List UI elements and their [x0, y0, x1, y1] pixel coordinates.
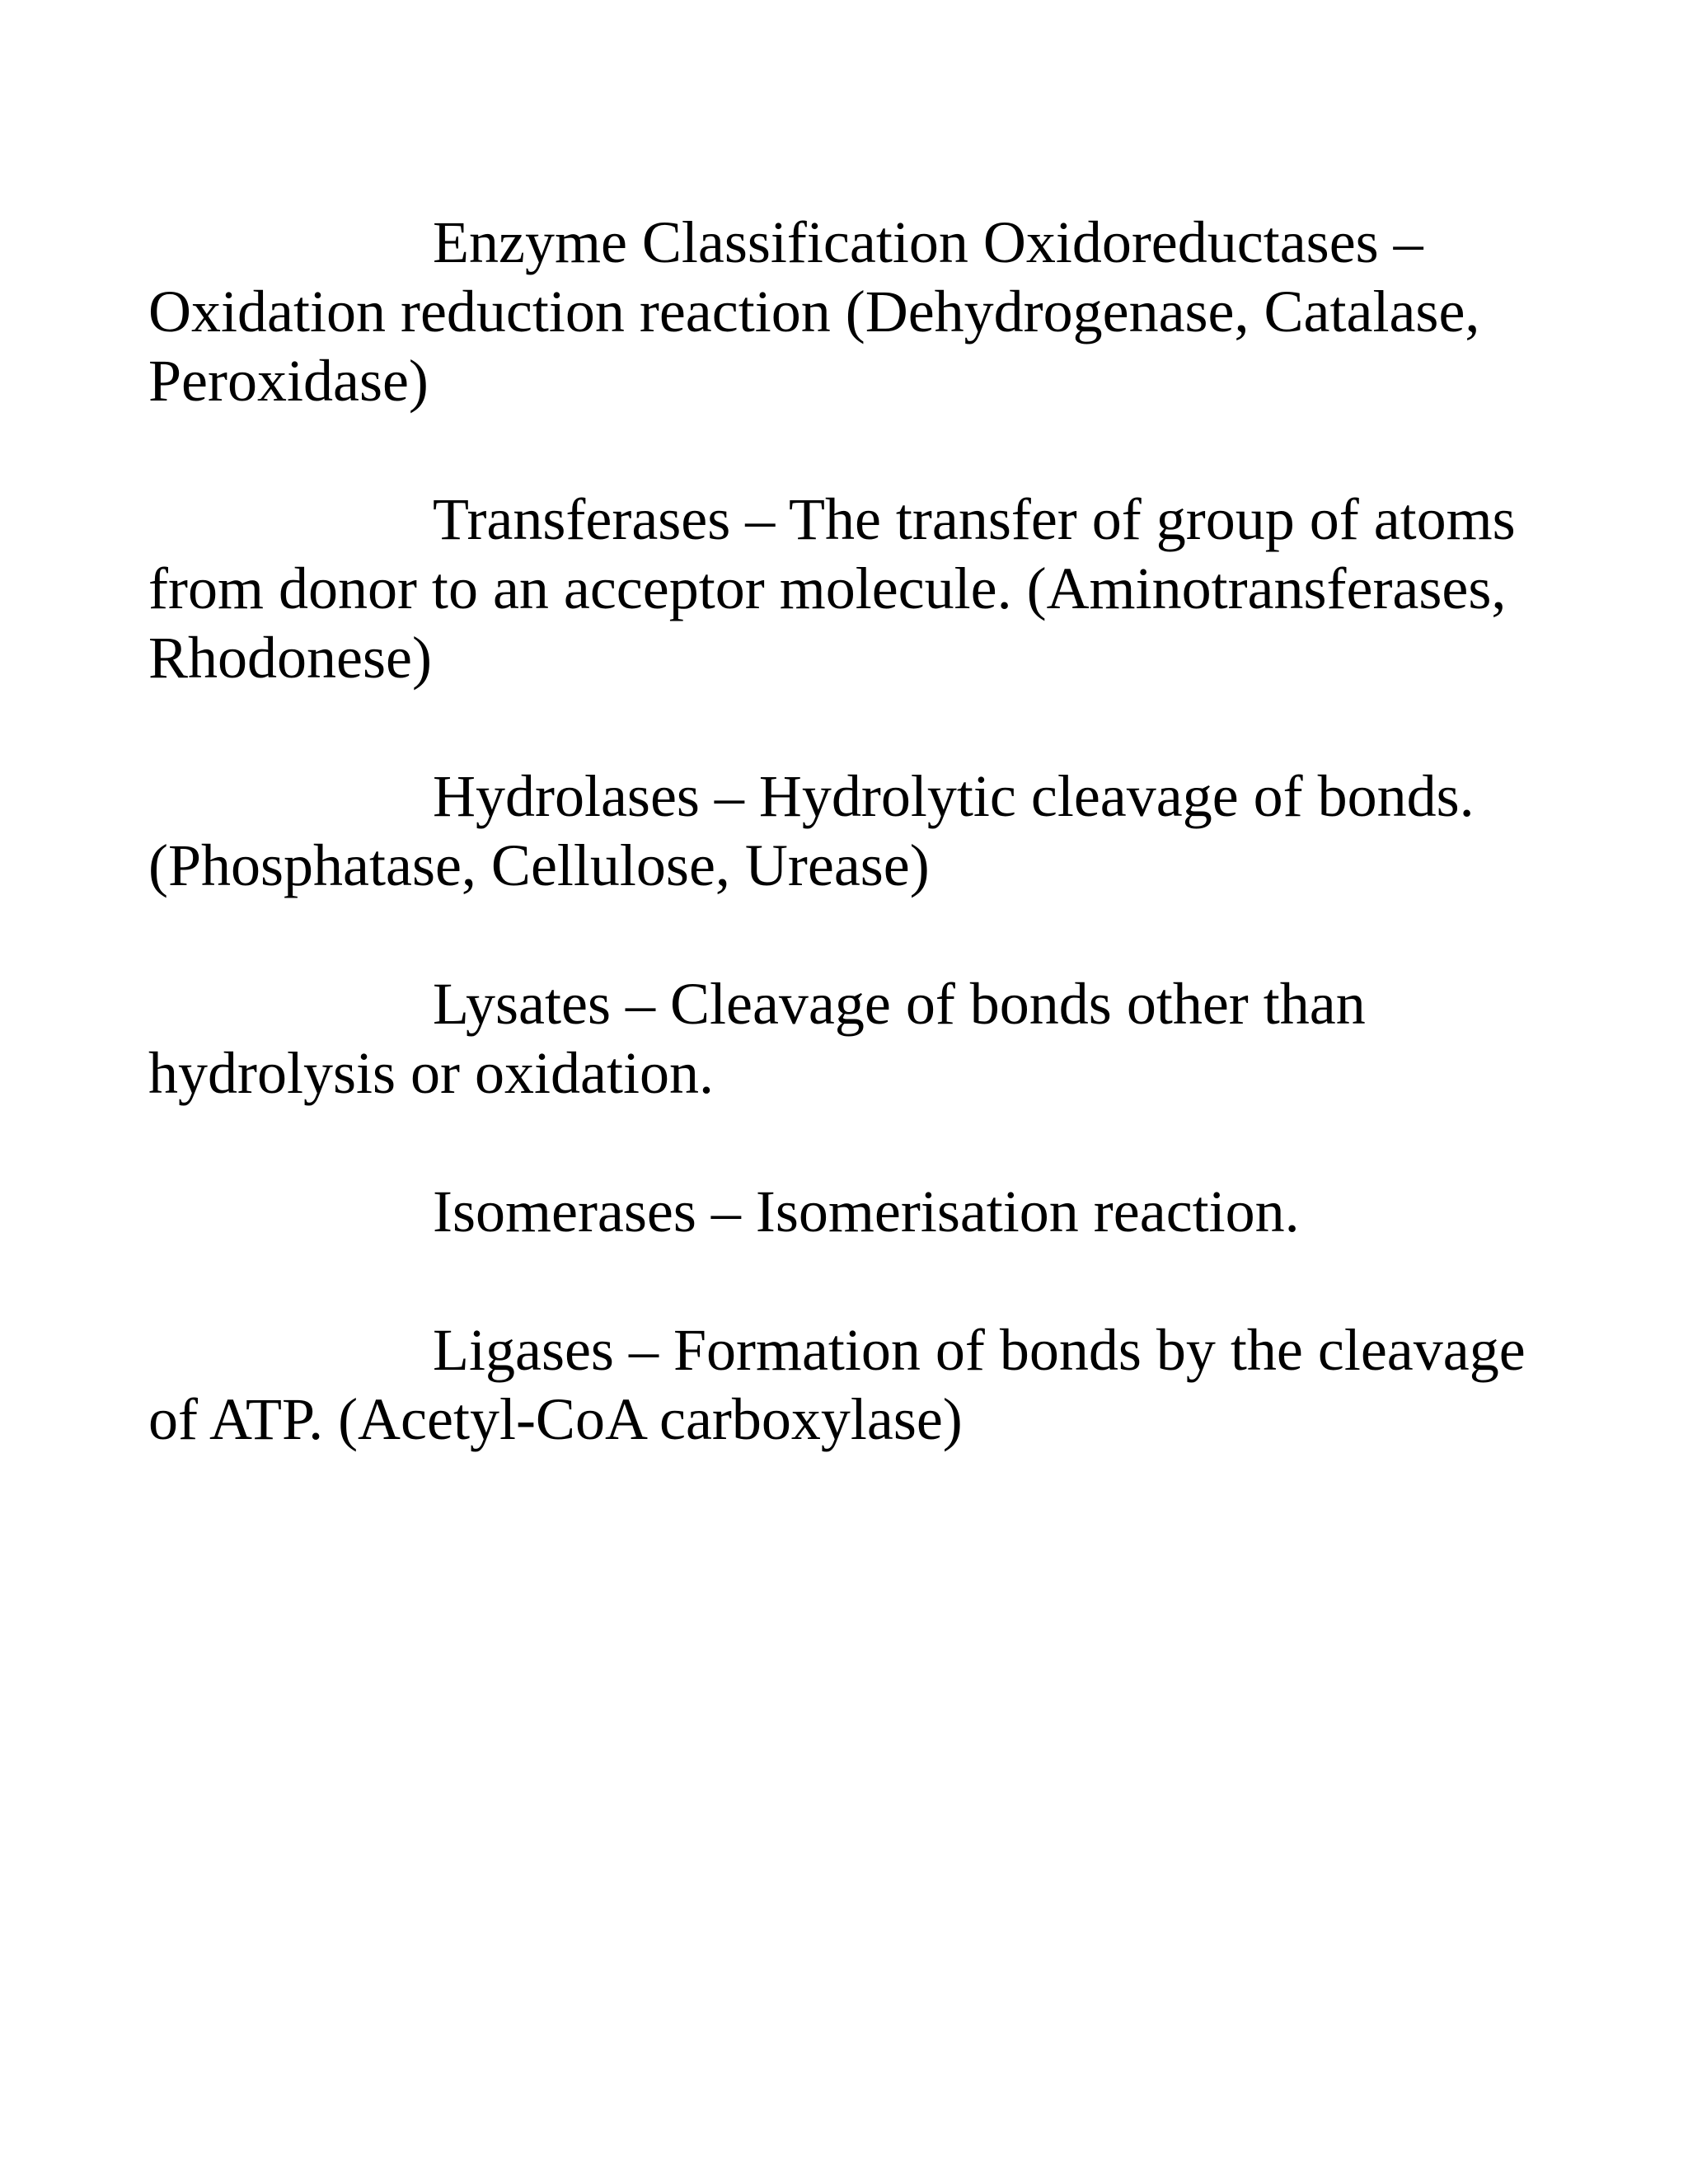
paragraph-hydrolases: Hydrolases – Hydrolytic cleavage of bonds. (Phosphatase, Cellulose, Urease) — [148, 763, 1475, 898]
paragraph-isomerases: Isomerases – Isomerisation reaction. — [433, 1179, 1300, 1244]
paragraph-transferases: Transferases – The transfer of group of atoms from donor to an acceptor molecule. (Aminotransferases, Rhodonese) — [148, 486, 1516, 691]
paragraph-ligases: Ligases – Formation of bonds by the cleavage of ATP. (Acetyl-CoA carboxylase) — [148, 1317, 1526, 1452]
document-body — [148, 208, 1550, 1523]
paragraph-oxidoreductases: Enzyme Classification Oxidoreductases – Oxidation reduction reaction (Dehydrogenase, Catalase, Peroxidase) — [148, 209, 1480, 414]
paragraph-lysates: Lysates – Cleavage of bonds other than hydrolysis or oxidation. — [148, 971, 1366, 1106]
